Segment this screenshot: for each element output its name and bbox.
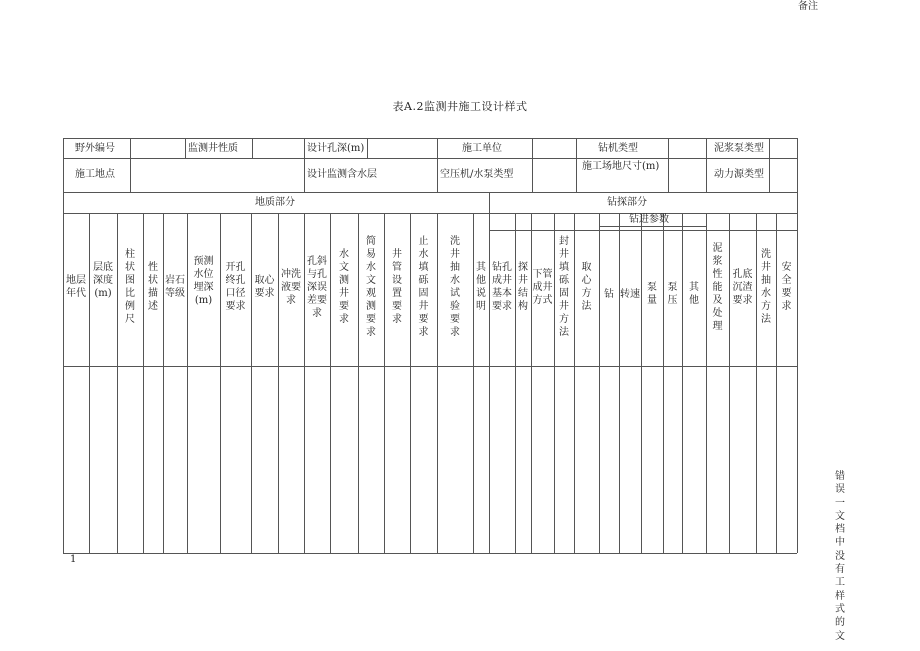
table-rule: [143, 213, 144, 553]
column-header-5: 岩石等级: [165, 275, 185, 299]
column-header-20: 封井填砾固井方法: [559, 236, 569, 338]
table-rule: [532, 158, 533, 192]
table-rule: [63, 366, 797, 367]
header-label: 钻机类型: [598, 143, 638, 154]
table-rule: [117, 213, 118, 553]
column-header-11: 水文测井要求: [339, 249, 349, 325]
table-rule: [130, 158, 131, 192]
column-header-9: 冲洗液要求: [281, 268, 301, 306]
table-rule: [641, 213, 642, 553]
table-rule: [252, 138, 253, 158]
table-rule: [599, 226, 706, 227]
table-rule: [668, 158, 669, 192]
table-rule: [304, 158, 305, 192]
section-drilling-label: 钻探部分: [607, 197, 647, 208]
table-rule: [304, 138, 305, 158]
column-header-18: 探井结构: [518, 262, 528, 312]
column-header-6: 预测水位埋深(m): [193, 255, 214, 306]
column-header-14: 止水填砾固井要求: [418, 236, 429, 338]
table-rule: [619, 213, 620, 553]
column-header-21: 取心方法: [581, 262, 592, 312]
table-rule: [776, 213, 777, 553]
column-header-26: 其他: [689, 282, 699, 306]
table-rule: [599, 213, 600, 553]
column-header-31: 备注: [798, 1, 818, 12]
table-rule: [330, 213, 331, 553]
table-rule: [437, 138, 438, 158]
column-header-1: 地层年代: [66, 275, 86, 299]
table-rule: [278, 213, 279, 553]
table-rule: [706, 138, 707, 158]
table-rule: [251, 213, 252, 553]
column-header-23: 转速: [620, 288, 640, 300]
column-header-4: 性状描述: [148, 262, 158, 312]
table-rule: [220, 213, 221, 553]
table-rule: [489, 192, 490, 213]
header-label: 空压机/水泵类型: [440, 169, 514, 180]
table-rule: [89, 213, 90, 553]
table-rule: [384, 213, 385, 553]
table-rule: [769, 158, 770, 192]
table-rule: [163, 213, 164, 553]
column-header-22: 钻: [604, 288, 614, 300]
column-header-24: 泵量: [647, 282, 657, 306]
table-rule: [63, 158, 797, 159]
table-rule: [668, 138, 669, 158]
table-rule: [63, 192, 797, 193]
error-note: 错误一文档中没有工样式的文: [835, 471, 845, 642]
header-label: 泥浆泵类型: [714, 143, 764, 154]
table-rule: [130, 138, 131, 158]
header-label: 施工单位: [462, 143, 502, 154]
table-rule: [531, 213, 532, 553]
column-header-8: 取心要求: [254, 275, 275, 299]
table-rule: [63, 138, 797, 139]
table-rule: [756, 213, 757, 553]
table-rule: [574, 213, 575, 553]
table-rule: [532, 138, 533, 158]
column-header-15: 洗井抽水试验要求: [450, 236, 460, 338]
column-header-7: 开孔终孔口径要求: [225, 262, 246, 312]
table-rule: [367, 138, 368, 158]
table-rule: [437, 213, 438, 553]
column-header-13: 井管设置要求: [392, 249, 402, 325]
table-rule: [63, 553, 797, 554]
header-label: 设计孔深(m): [307, 143, 365, 154]
column-header-25: 泵压: [667, 282, 678, 306]
table-rule: [304, 213, 305, 553]
column-header-16: 其他说明: [476, 262, 486, 312]
column-header-27: 泥浆性能及处理: [712, 242, 723, 332]
column-header-12: 简易水文观测要求: [366, 236, 376, 338]
table-rule: [797, 138, 798, 553]
table-rule: [729, 213, 730, 553]
header-label: 设计监测含水层: [307, 169, 377, 180]
table-rule: [769, 138, 770, 158]
table-rule: [489, 213, 490, 553]
header-label: 施工场地尺寸(m): [582, 161, 660, 172]
table-rule: [63, 213, 797, 214]
column-header-2: 层底深度(m): [93, 262, 113, 299]
table-rule: [682, 213, 683, 553]
table-rule: [554, 213, 555, 553]
table-title: 表A.2监测井施工设计样式: [392, 100, 528, 113]
table-rule: [706, 213, 707, 553]
header-label: 施工地点: [75, 169, 115, 180]
section-geology-label: 地质部分: [255, 197, 295, 208]
page-number: 1: [70, 554, 77, 565]
column-header-19: 下管成井方式: [532, 268, 553, 306]
table-rule: [437, 158, 438, 192]
column-header-17: 钻孔成井基本要求: [492, 262, 512, 312]
table-rule: [187, 213, 188, 553]
table-rule: [410, 213, 411, 553]
table-rule: [515, 213, 516, 553]
column-header-3: 柱状图比例尺: [125, 249, 135, 325]
column-header-10: 孔斜与孔深误差要求: [307, 255, 327, 319]
column-header-29: 洗井抽水方法: [761, 249, 771, 325]
table-rule: [63, 138, 64, 553]
table-rule: [576, 138, 577, 158]
header-label: 监测井性质: [188, 143, 238, 154]
table-rule: [706, 158, 707, 192]
drill-params-label: 钻进参数: [629, 214, 669, 225]
table-rule: [489, 230, 797, 231]
table-rule: [358, 213, 359, 553]
table-rule: [185, 138, 186, 158]
header-label: 野外编号: [75, 143, 115, 154]
column-header-28: 孔底沉渣要求: [732, 268, 753, 306]
table-rule: [576, 158, 577, 192]
header-label: 动力源类型: [714, 169, 764, 180]
table-rule: [663, 213, 664, 553]
column-header-30: 安全要求: [781, 262, 792, 312]
